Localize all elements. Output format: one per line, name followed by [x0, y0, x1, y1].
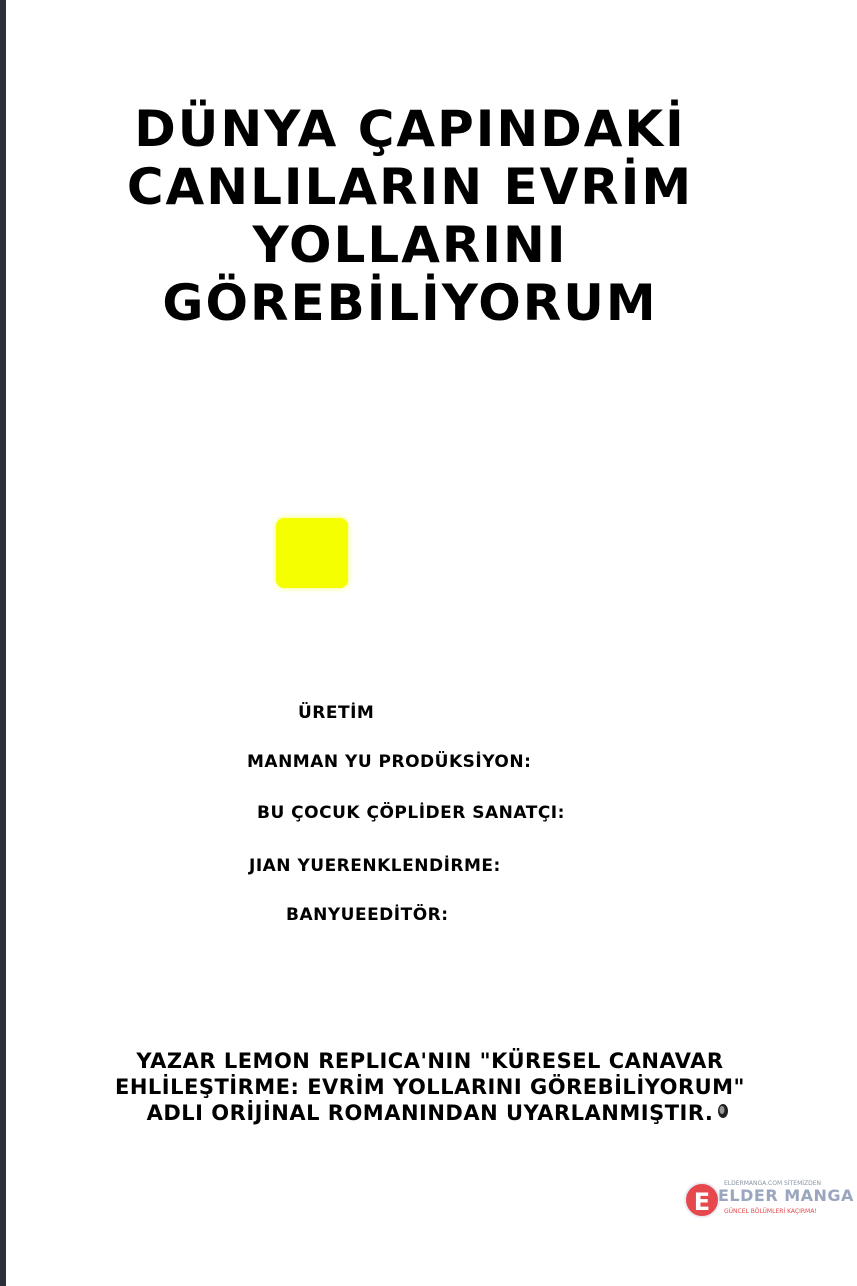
title-line: GÖREBİLİYORUM	[162, 274, 658, 332]
yellow-square-mark	[276, 518, 348, 588]
credit-production: ÜRETİM	[298, 703, 375, 723]
credit-editor: BANYUEEDİTÖR:	[286, 905, 449, 925]
credit-artist: BU ÇOCUK ÇÖPLİDER SANATÇI:	[257, 803, 565, 823]
watermark-e-icon: E	[684, 1182, 720, 1218]
page-title	[80, 100, 740, 332]
title-line: YOLLARINI	[252, 216, 568, 274]
adaptation-line: ADLI ORİJİNAL ROMANINDAN UYARLANMIŞTIR.	[146, 1101, 714, 1125]
watermark-top-text: ELDERMANGA.COM SİTEMİZDEN	[724, 1180, 822, 1187]
left-edge-bar	[0, 0, 6, 1286]
adaptation-line: EHLİLEŞTİRME: EVRİM YOLLARINI GÖREBİLİYORUM"	[114, 1075, 745, 1099]
ink-blob-icon	[716, 1102, 730, 1120]
watermark-logo	[684, 1176, 854, 1226]
watermark-sub-text: GÜNCEL BÖLÜMLERİ KAÇIRMA!	[724, 1208, 817, 1215]
credit-studio: MANMAN YU PRODÜKSİYON:	[247, 752, 532, 772]
title-line: CANLILARIN EVRİM	[126, 158, 694, 216]
watermark-main-text: ELDER MANGA	[718, 1186, 854, 1205]
adaptation-line: YAZAR LEMON REPLICA'NIN "KÜRESEL CANAVAR	[136, 1049, 724, 1073]
adaptation-note	[100, 1048, 760, 1126]
credit-coloring: JIAN YUERENKLENDİRME:	[249, 856, 501, 876]
title-line: DÜNYA ÇAPINDAKİ	[134, 100, 686, 158]
